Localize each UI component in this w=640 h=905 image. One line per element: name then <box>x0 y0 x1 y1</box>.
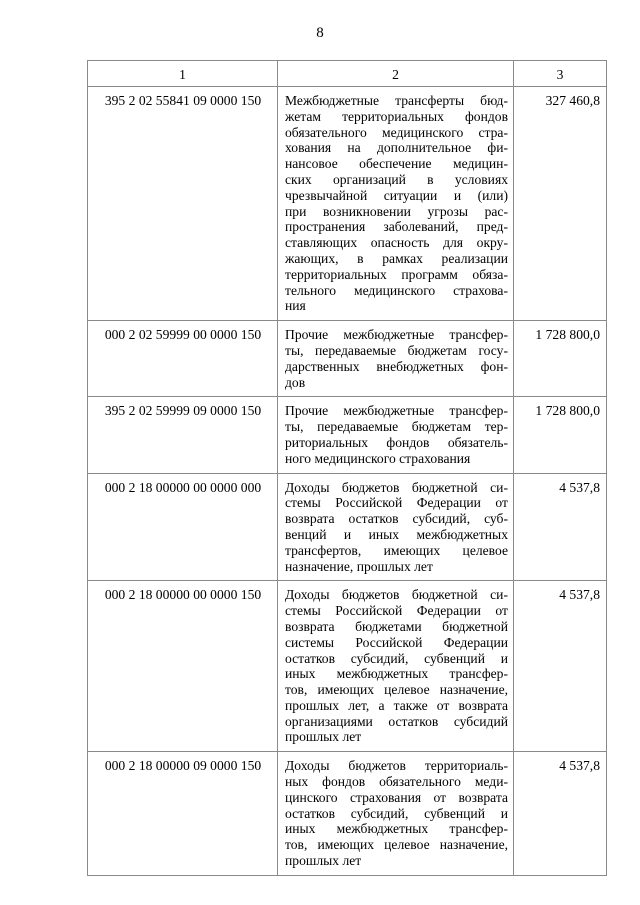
table-row <box>88 321 607 397</box>
description-line: трансфертов, имеющих целевое <box>285 542 508 558</box>
table-row <box>88 473 607 581</box>
description-line: территориальных программ обяза- <box>285 266 508 282</box>
description-line: возврата остатков субсидий, суб- <box>285 511 508 527</box>
column-header-amount: 3 <box>514 61 607 87</box>
description-cell <box>278 397 514 473</box>
table-row <box>88 397 607 473</box>
description-line: ного медицинского страхования <box>285 450 471 466</box>
description-line: жетам территориальных фондов <box>285 108 508 124</box>
column-header-code: 1 <box>88 61 278 87</box>
description-cell <box>278 87 514 321</box>
description-line: прошлых лет, а также от возврата <box>285 697 508 713</box>
budget-table <box>87 60 607 876</box>
budget-code-cell: 000 2 18 00000 00 0000 150 <box>88 581 278 752</box>
description-line: пространения заболеваний, пред- <box>285 219 508 235</box>
description-line: иных межбюджетных трансфер- <box>285 666 508 682</box>
description-cell <box>278 752 514 876</box>
description-cell <box>278 473 514 581</box>
description-line: при возникновении угрозы рас- <box>285 203 508 219</box>
table-row <box>88 581 607 752</box>
description-cell <box>278 581 514 752</box>
description-line: тельного медицинского страхова- <box>285 282 508 298</box>
description-line: организациями остатков субсидий <box>285 713 508 729</box>
description-line: тов, имеющих целевое назначение, <box>285 682 508 698</box>
description-line: ставляющих опасность для окру- <box>285 235 508 251</box>
amount-cell: 4 537,8 <box>514 473 607 581</box>
page-number: 8 <box>316 25 324 41</box>
description-line: хования на дополнительное фи- <box>285 140 508 156</box>
table-row <box>88 752 607 876</box>
amount-cell: 4 537,8 <box>514 752 607 876</box>
table-body <box>88 87 607 876</box>
description-line: Межбюджетные трансферты бюд- <box>285 93 508 108</box>
description-line: системы Российской Федерации <box>285 634 508 650</box>
description-line: стемы Российской Федерации от <box>285 603 508 619</box>
budget-code-cell: 000 2 18 00000 00 0000 000 <box>88 473 278 581</box>
column-header-description: 2 <box>278 61 514 87</box>
description-line: остатков субсидий, субвенций и <box>285 805 508 821</box>
description-line: Доходы бюджетов бюджетной си- <box>285 479 508 495</box>
description-line: ния <box>285 298 306 314</box>
description-line: обязательного медицинского стра- <box>285 124 508 140</box>
description-line: ских организаций в условиях <box>285 171 508 187</box>
amount-cell: 1 728 800,0 <box>514 397 607 473</box>
table-row <box>88 87 607 321</box>
description-line: прошлых лет <box>285 729 362 745</box>
budget-code-cell: 000 2 18 00000 09 0000 150 <box>88 752 278 876</box>
description-line: чрезвычайной ситуации и (или) <box>285 187 508 203</box>
budget-code-cell: 000 2 02 59999 00 0000 150 <box>88 321 278 397</box>
description-line: стемы Российской Федерации от <box>285 495 508 511</box>
description-line: тов, имеющих целевое назначение, <box>285 837 508 853</box>
description-line: риториальных фондов обязатель- <box>285 434 508 450</box>
description-line: назначение, прошлых лет <box>285 558 433 574</box>
amount-cell: 1 728 800,0 <box>514 321 607 397</box>
description-line: остатков субсидий, субвенций и <box>285 650 508 666</box>
description-cell <box>278 321 514 397</box>
description-line: цинского страхования от возврата <box>285 789 508 805</box>
description-line: дарственных внебюджетных фон- <box>285 358 508 374</box>
description-line: возврата бюджетами бюджетной <box>285 618 508 634</box>
description-line: дов <box>285 374 306 390</box>
description-line: венций и иных межбюджетных <box>285 526 508 542</box>
table-header-row <box>88 61 607 87</box>
description-line: ты, передаваемые бюджетам госу- <box>285 342 508 358</box>
budget-code-cell: 395 2 02 59999 09 0000 150 <box>88 397 278 473</box>
description-line: иных межбюджетных трансфер- <box>285 821 508 837</box>
description-line: Прочие межбюджетные трансфер- <box>285 327 508 343</box>
description-line: нансовое обеспечение медицин- <box>285 156 508 172</box>
budget-code-cell: 395 2 02 55841 09 0000 150 <box>88 87 278 321</box>
description-line: ты, передаваемые бюджетам тер- <box>285 419 508 435</box>
amount-cell: 4 537,8 <box>514 581 607 752</box>
description-line: прошлых лет <box>285 853 362 869</box>
description-line: Прочие межбюджетные трансфер- <box>285 403 508 419</box>
description-line: ных фондов обязательного меди- <box>285 774 508 790</box>
description-line: жающих, в рамках реализации <box>285 250 508 266</box>
description-line: Доходы бюджетов территориаль- <box>285 758 508 774</box>
description-line: Доходы бюджетов бюджетной си- <box>285 587 508 603</box>
amount-cell: 327 460,8 <box>514 87 607 321</box>
